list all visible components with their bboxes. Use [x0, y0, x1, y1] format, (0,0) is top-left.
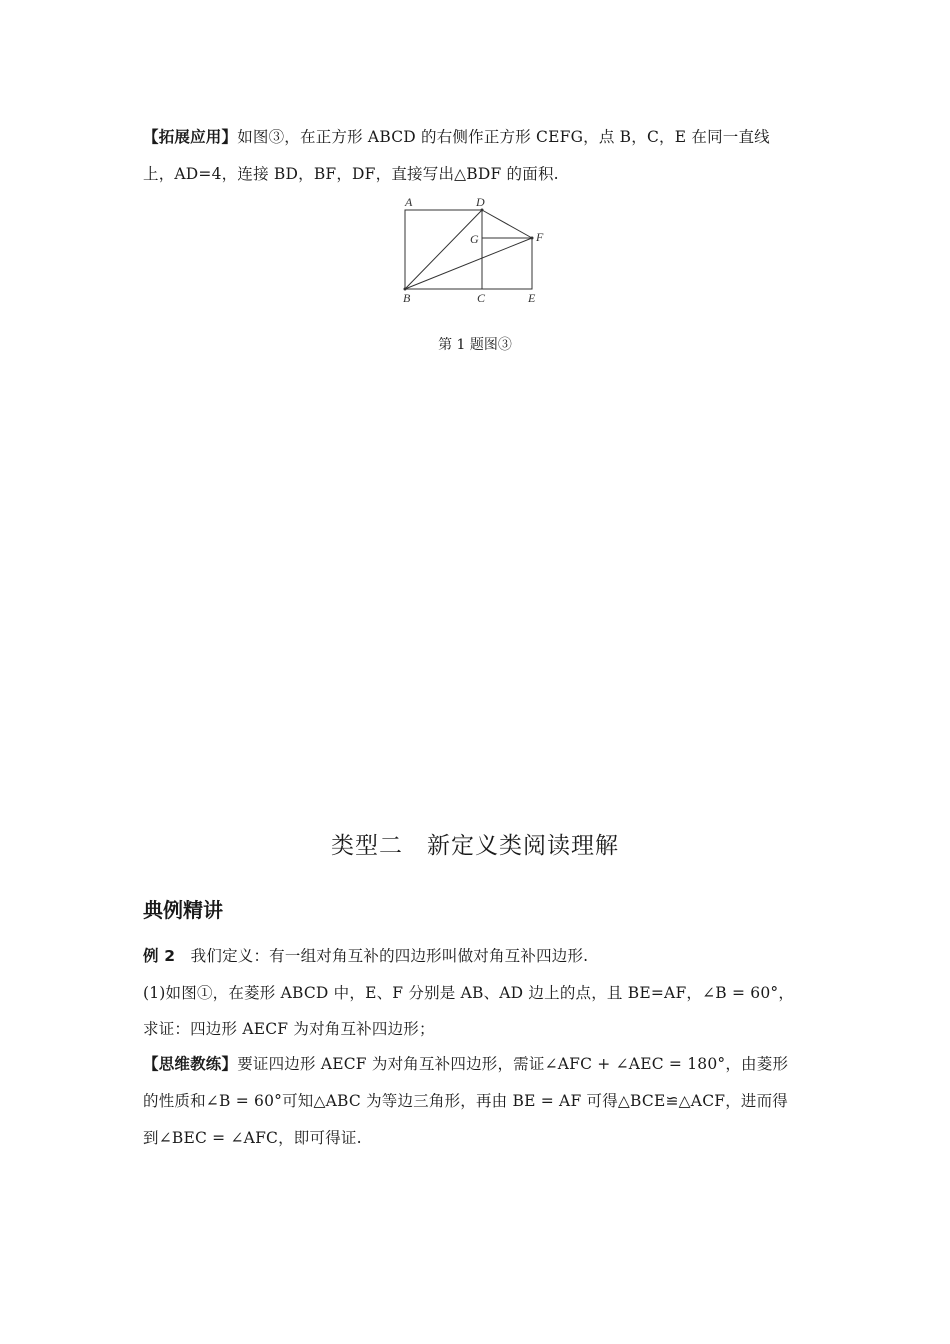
example-intro: [143, 946, 588, 966]
part1-line-1: (1)如图①，在菱形 ABCD 中，E、F 分别是 AB、AD 边上的点，且 BE=AF，∠B = 60°，: [143, 984, 795, 1002]
label-d: D: [476, 195, 485, 209]
label-g: G: [470, 232, 479, 246]
label-a: A: [405, 195, 413, 209]
part1-line-2: 求证：四边形 AECF 为对角互补四边形；: [143, 1020, 435, 1038]
hint-line-3: 到∠BEC = ∠AFC，即可得证.: [143, 1129, 362, 1147]
figure-caption: 第 1 题图③: [438, 337, 512, 353]
hint-line-1: [143, 1054, 788, 1074]
geometry-figure: [390, 190, 560, 315]
section-subtitle: 典例精讲: [143, 898, 223, 922]
section-title: 类型二 新定义类阅读理解: [331, 833, 619, 859]
segment-bf: [405, 238, 532, 289]
hint-tag: 【思维教练】: [143, 1055, 238, 1073]
extension-line-2: 上，AD=4，连接 BD，BF，DF，直接写出△BDF 的面积.: [143, 165, 559, 183]
label-f: F: [536, 230, 544, 244]
label-c: C: [477, 291, 486, 305]
example-label: 例 2: [143, 947, 176, 965]
extension-tag: 【拓展应用】: [143, 128, 238, 146]
hint-text-1: 要证四边形 AECF 为对角互补四边形，需证∠AFC + ∠AEC = 180°，由菱形: [237, 1055, 789, 1073]
hint-line-2: 的性质和∠B = 60°可知△ABC 为等边三角形，再由 BE = AF 可得△BCE≌△ACF，进而得: [143, 1092, 789, 1110]
label-b: B: [403, 291, 411, 305]
example-intro-text: 我们定义：有一组对角互补的四边形叫做对角互补四边形.: [190, 947, 589, 965]
square-cefg: [482, 238, 532, 289]
extension-line-1: [143, 127, 770, 147]
label-e: E: [528, 291, 536, 305]
extension-text-1: 如图③，在正方形 ABCD 的右侧作正方形 CEFG，点 B，C，E 在同一直线: [237, 128, 770, 146]
segment-bd: [405, 210, 482, 289]
segment-df: [482, 210, 532, 238]
